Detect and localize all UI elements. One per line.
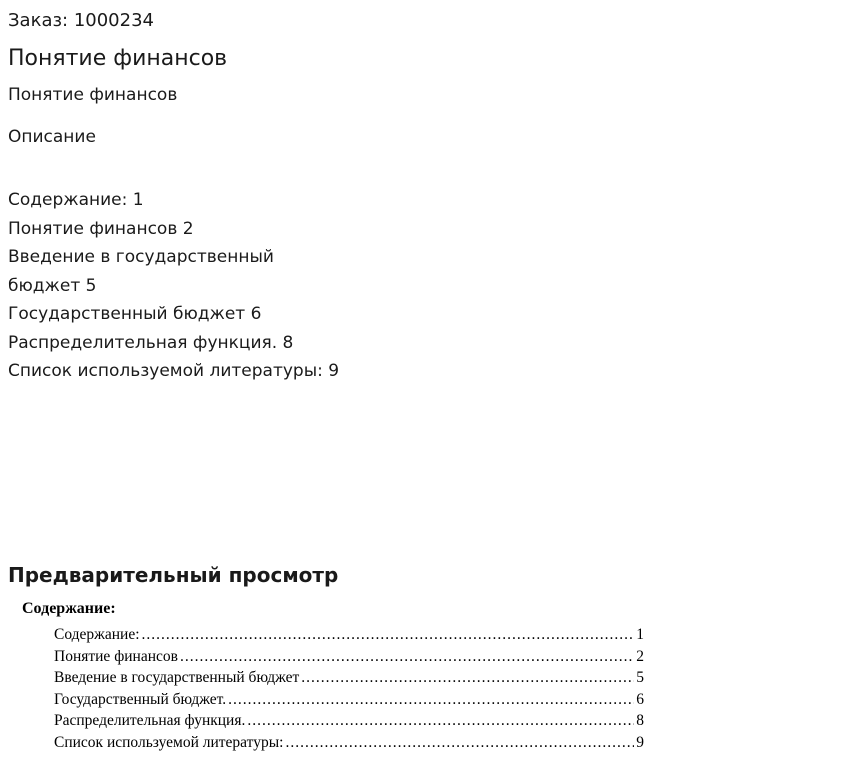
- document-page: [8, 8, 828, 386]
- preview-toc-page: 5: [636, 669, 644, 686]
- toc-line: Распределительная функция. 8: [8, 332, 294, 353]
- preview-toc-leader: [247, 710, 634, 732]
- preview-toc-page: 6: [636, 690, 644, 708]
- preview-toc-leader: [180, 646, 634, 668]
- preview-toc-page: 9: [636, 733, 644, 751]
- preview-toc-title: Содержание:: [54, 626, 140, 643]
- preview-toc-item: [54, 624, 644, 646]
- preview-toc-page: 8: [636, 712, 644, 729]
- preview-toc-item: [54, 710, 644, 732]
- page-subtitle: Понятие финансов: [8, 85, 178, 105]
- preview-toc-page: 2: [636, 647, 644, 665]
- toc-line: Понятие финансов 2: [8, 218, 194, 239]
- preview-toc-title: Введение в государственный бюджет: [54, 669, 300, 686]
- preview-toc-item: [54, 689, 644, 711]
- preview-toc-title: Государственный бюджет.: [54, 690, 227, 708]
- preview-heading: Предварительный просмотр: [8, 563, 339, 587]
- description-toc-list: [8, 186, 388, 386]
- preview-toc-leader: [142, 624, 635, 646]
- preview-toc-title: Понятие финансов: [54, 647, 178, 665]
- preview-toc-item: [54, 667, 644, 689]
- preview-toc-list: [54, 624, 644, 753]
- preview-toc-item: [54, 732, 644, 754]
- preview-toc-item: [54, 646, 644, 668]
- preview-contents-heading: Содержание:: [22, 600, 116, 617]
- toc-line: Государственный бюджет 6: [8, 304, 262, 324]
- page-title: Понятие финансов: [8, 46, 228, 71]
- preview-toc-leader: [301, 667, 634, 689]
- description-label: Описание: [8, 127, 96, 147]
- preview-toc-leader: [285, 732, 634, 754]
- preview-toc-leader: [228, 689, 634, 711]
- toc-line: Введение в государственный: [8, 247, 274, 267]
- toc-line: Содержание: 1: [8, 190, 144, 210]
- preview-document: [22, 598, 662, 753]
- toc-line: Список используемой литературы: 9: [8, 361, 340, 381]
- preview-toc-page: 1: [636, 626, 644, 643]
- preview-toc-title: Распределительная функция.: [54, 712, 246, 729]
- order-number: Заказ: 1000234: [8, 10, 154, 31]
- preview-toc-title: Список используемой литературы:: [54, 733, 284, 751]
- toc-line: бюджет 5: [8, 275, 97, 296]
